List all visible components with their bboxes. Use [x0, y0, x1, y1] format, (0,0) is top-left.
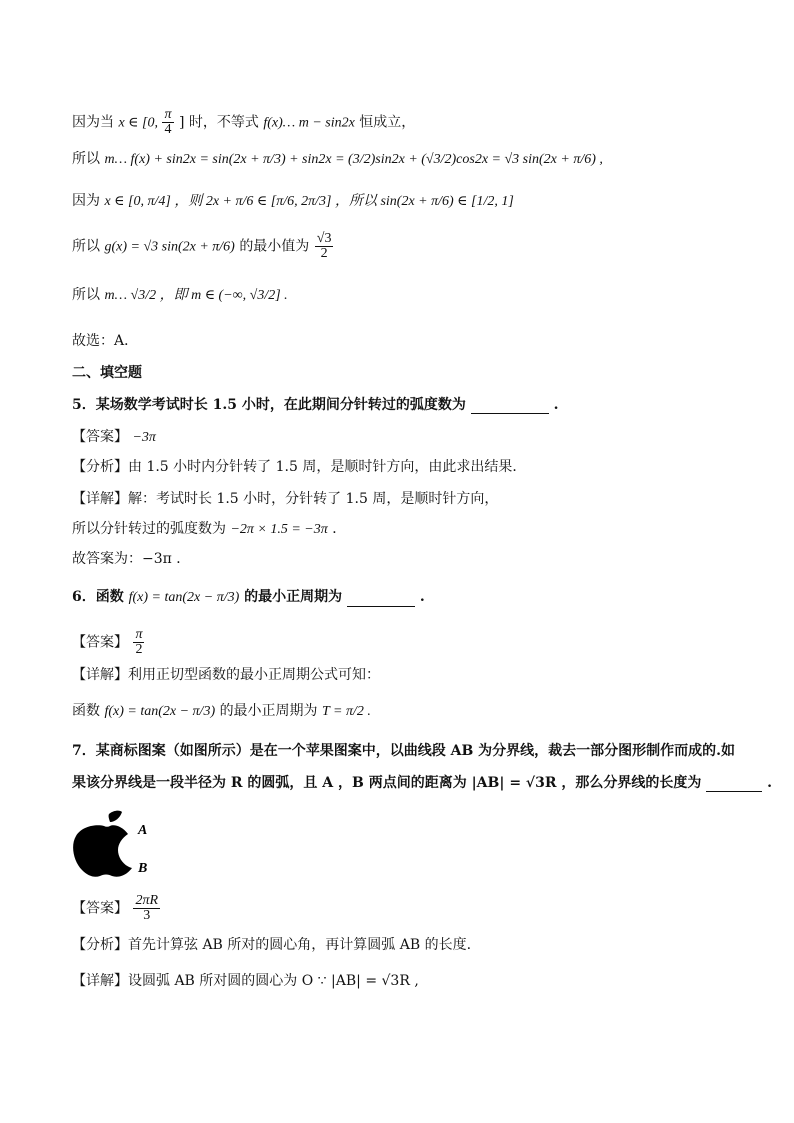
answer-blank [347, 592, 415, 607]
math-function: f(x) = tan(2x − π/3) [128, 590, 240, 605]
q5-final-answer: 故答案为：−3π ． [72, 551, 191, 567]
text-prefix: 因为 [72, 193, 100, 209]
math-interval: x ∈ [0, [118, 115, 162, 131]
answer-blank [471, 399, 549, 414]
section-heading: 二、填空题 [72, 365, 142, 381]
q7-analysis: 【分析】首先计算弦 AB 所对的圆心角，再计算圆弧 AB 的长度. [72, 937, 472, 953]
question-5 [72, 396, 558, 414]
fraction-numerator: 2πR [135, 893, 159, 908]
question-text: 5．某场数学考试时长 1.5 小时，在此期间分针转过的弧度数为 [72, 397, 466, 413]
fraction-pi-over-2 [133, 628, 144, 657]
q5-analysis: 【分析】由 1.5 小时内分针转了 1.5 周，是顺时针方向，由此求出结果． [72, 459, 527, 475]
text-prefix: 所以 [72, 151, 100, 167]
q5-answer [72, 428, 156, 447]
text-prefix: 所以分针转过的弧度数为 [72, 521, 226, 537]
q7-detail: 【详解】设圆弧 AB 所对圆的圆心为 O ∵ |AB| = √3R , [72, 973, 419, 989]
text-prefix: 所以 [72, 238, 100, 255]
question-end: . [553, 397, 559, 413]
line-m-expression [72, 150, 603, 169]
text-suffix: 的最小值为 [239, 238, 310, 255]
line-inequality-condition [72, 108, 415, 137]
text-prefix: 因为当 [72, 114, 114, 131]
fraction-denominator: 2 [320, 246, 328, 261]
text-mid: ] 时，不等式 [178, 114, 259, 131]
text-prefix: 所以 [72, 287, 100, 303]
q5-detail-calc [72, 520, 346, 539]
answer-value: −3π [132, 430, 156, 445]
fraction-numerator: π [135, 627, 143, 642]
label-a: A [138, 823, 148, 838]
math-g-definition: g(x) = √3 sin(2x + π/6) [104, 239, 235, 255]
question-6 [72, 588, 425, 607]
fraction-sqrt3-over-2 [315, 232, 334, 261]
math-expression: m… f(x) + sin2x = sin(2x + π/3) + sin2x = (3/2)sin2x + (√3/2)cos2x = √3 sin(2x + π/6) , [104, 152, 603, 167]
q6-answer [72, 628, 145, 657]
answer-label: 【答案】 [72, 429, 128, 445]
text-suffix: 恒成立， [359, 114, 416, 131]
fraction-pi-over-4 [162, 108, 173, 137]
fraction-2piR-over-3 [133, 894, 160, 923]
fraction-numerator: √3 [316, 231, 332, 246]
q6-detail: 【详解】利用正切型函数的最小正周期公式可知： [72, 667, 380, 683]
text-suffix: ． [332, 521, 347, 537]
line-choice-answer: 故选：A． [72, 333, 139, 349]
fraction-denominator: 2 [135, 642, 143, 657]
fraction-denominator: 3 [143, 908, 151, 923]
line-min-value [72, 232, 334, 261]
q5-detail: 【详解】解：考试时长 1.5 小时，分针转了 1.5 周，是顺时针方向， [72, 491, 499, 507]
fraction-numerator: π [164, 107, 172, 122]
line-range-of-x [72, 192, 514, 211]
question-suffix: 的最小正周期为 [244, 589, 343, 605]
line-conclusion-m [72, 286, 288, 305]
q6-detail-period [72, 702, 371, 721]
apple-logo-figure [70, 810, 160, 880]
question-end: . [767, 775, 773, 791]
math-function: f(x) = tan(2x − π/3) [104, 704, 216, 719]
math-calc: −2π × 1.5 = −3π [230, 522, 328, 537]
label-b: B [138, 861, 148, 876]
question-prefix: 6．函数 [72, 589, 124, 605]
math-inequality: f(x)… m − sin2x [263, 115, 355, 131]
question-end: . [419, 589, 425, 605]
question-7-line-1: 7．某商标图案（如图所示）是在一个苹果图案中，以曲线段 AB 为分界线，裁去一部分图形制作而成的.如 [72, 743, 736, 759]
text-prefix: 函数 [72, 703, 100, 719]
fraction-denominator: 4 [164, 122, 172, 137]
math-range: x ∈ [0, π/4] ，则 2x + π/6 ∈ [π/6, 2π/3] ，所以 sin(2x + π/6) ∈ [1/2, 1] [104, 194, 514, 209]
math-m-range: m… √3/2 ，即 m ∈ (−∞, √3/2] . [104, 288, 288, 303]
text-suffix: 的最小正周期为 [219, 703, 318, 719]
math-period: T = π/2 . [322, 704, 371, 719]
question-text: 果该分界线是一段半径为 R 的圆弧，且 A ，B 两点间的距离为 |AB| = √3R ，那么分界线的长度为 [72, 775, 702, 791]
answer-blank [706, 777, 762, 792]
question-7-line-2 [72, 774, 772, 792]
answer-label: 【答案】 [72, 900, 128, 917]
answer-label: 【答案】 [72, 634, 128, 651]
q7-answer [72, 894, 161, 923]
apple-logo-icon [70, 810, 160, 880]
